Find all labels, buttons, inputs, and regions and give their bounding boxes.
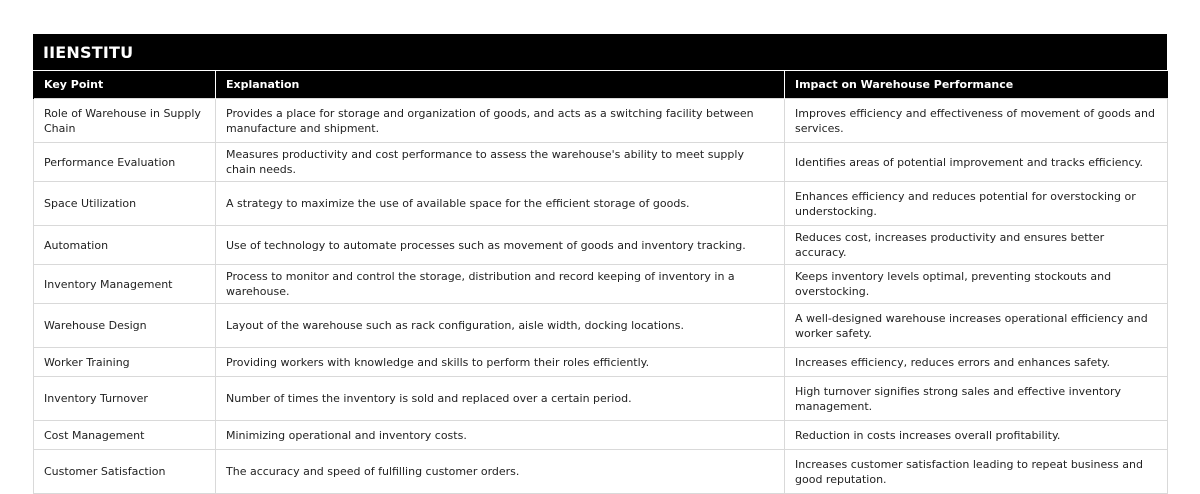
table-row [34, 143, 1168, 182]
table-row [34, 377, 1168, 421]
cell-key-point: Inventory Management [34, 265, 216, 304]
table-row [34, 450, 1168, 494]
cell-key-point: Space Utilization [34, 182, 216, 226]
cell-impact: Reduces cost, increases productivity and ensures better accuracy. [785, 226, 1168, 265]
cell-explanation: Minimizing operational and inventory costs. [216, 421, 785, 450]
brand-title: IIENSTITU [33, 34, 1167, 70]
cell-explanation: Layout of the warehouse such as rack configuration, aisle width, docking locations. [216, 304, 785, 348]
table-row [34, 99, 1168, 143]
table-row [34, 304, 1168, 348]
cell-key-point: Performance Evaluation [34, 143, 216, 182]
cell-explanation: Process to monitor and control the storage, distribution and record keeping of inventory in a warehouse. [216, 265, 785, 304]
cell-impact: Increases efficiency, reduces errors and enhances safety. [785, 348, 1168, 377]
table-row [34, 421, 1168, 450]
cell-key-point: Warehouse Design [34, 304, 216, 348]
cell-key-point: Automation [34, 226, 216, 265]
table-row [34, 265, 1168, 304]
cell-explanation: Use of technology to automate processes such as movement of goods and inventory tracking. [216, 226, 785, 265]
table-row [34, 182, 1168, 226]
table-container [33, 34, 1167, 494]
cell-impact: Increases customer satisfaction leading to repeat business and good reputation. [785, 450, 1168, 494]
cell-key-point: Customer Satisfaction [34, 450, 216, 494]
cell-impact: High turnover signifies strong sales and effective inventory management. [785, 377, 1168, 421]
cell-key-point: Inventory Turnover [34, 377, 216, 421]
cell-impact: Enhances efficiency and reduces potential for overstocking or understocking. [785, 182, 1168, 226]
header-row [34, 71, 1168, 99]
cell-explanation: Provides a place for storage and organization of goods, and acts as a switching facility between manufacture and shipment. [216, 99, 785, 143]
table-row [34, 348, 1168, 377]
key-points-table [33, 70, 1168, 494]
cell-impact: Keeps inventory levels optimal, preventing stockouts and overstocking. [785, 265, 1168, 304]
cell-key-point: Worker Training [34, 348, 216, 377]
cell-key-point: Cost Management [34, 421, 216, 450]
table-row [34, 226, 1168, 265]
cell-explanation: The accuracy and speed of fulfilling customer orders. [216, 450, 785, 494]
cell-impact: Reduction in costs increases overall profitability. [785, 421, 1168, 450]
cell-impact: A well-designed warehouse increases operational efficiency and worker safety. [785, 304, 1168, 348]
header-explanation: Explanation [216, 71, 785, 99]
header-key-point: Key Point [34, 71, 216, 99]
cell-impact: Improves efficiency and effectiveness of movement of goods and services. [785, 99, 1168, 143]
header-impact: Impact on Warehouse Performance [785, 71, 1168, 99]
cell-impact: Identifies areas of potential improvement and tracks efficiency. [785, 143, 1168, 182]
cell-explanation: A strategy to maximize the use of available space for the efficient storage of goods. [216, 182, 785, 226]
cell-explanation: Providing workers with knowledge and skills to perform their roles efficiently. [216, 348, 785, 377]
cell-key-point: Role of Warehouse in Supply Chain [34, 99, 216, 143]
cell-explanation: Number of times the inventory is sold and replaced over a certain period. [216, 377, 785, 421]
cell-explanation: Measures productivity and cost performance to assess the warehouse's ability to meet supply chain needs. [216, 143, 785, 182]
